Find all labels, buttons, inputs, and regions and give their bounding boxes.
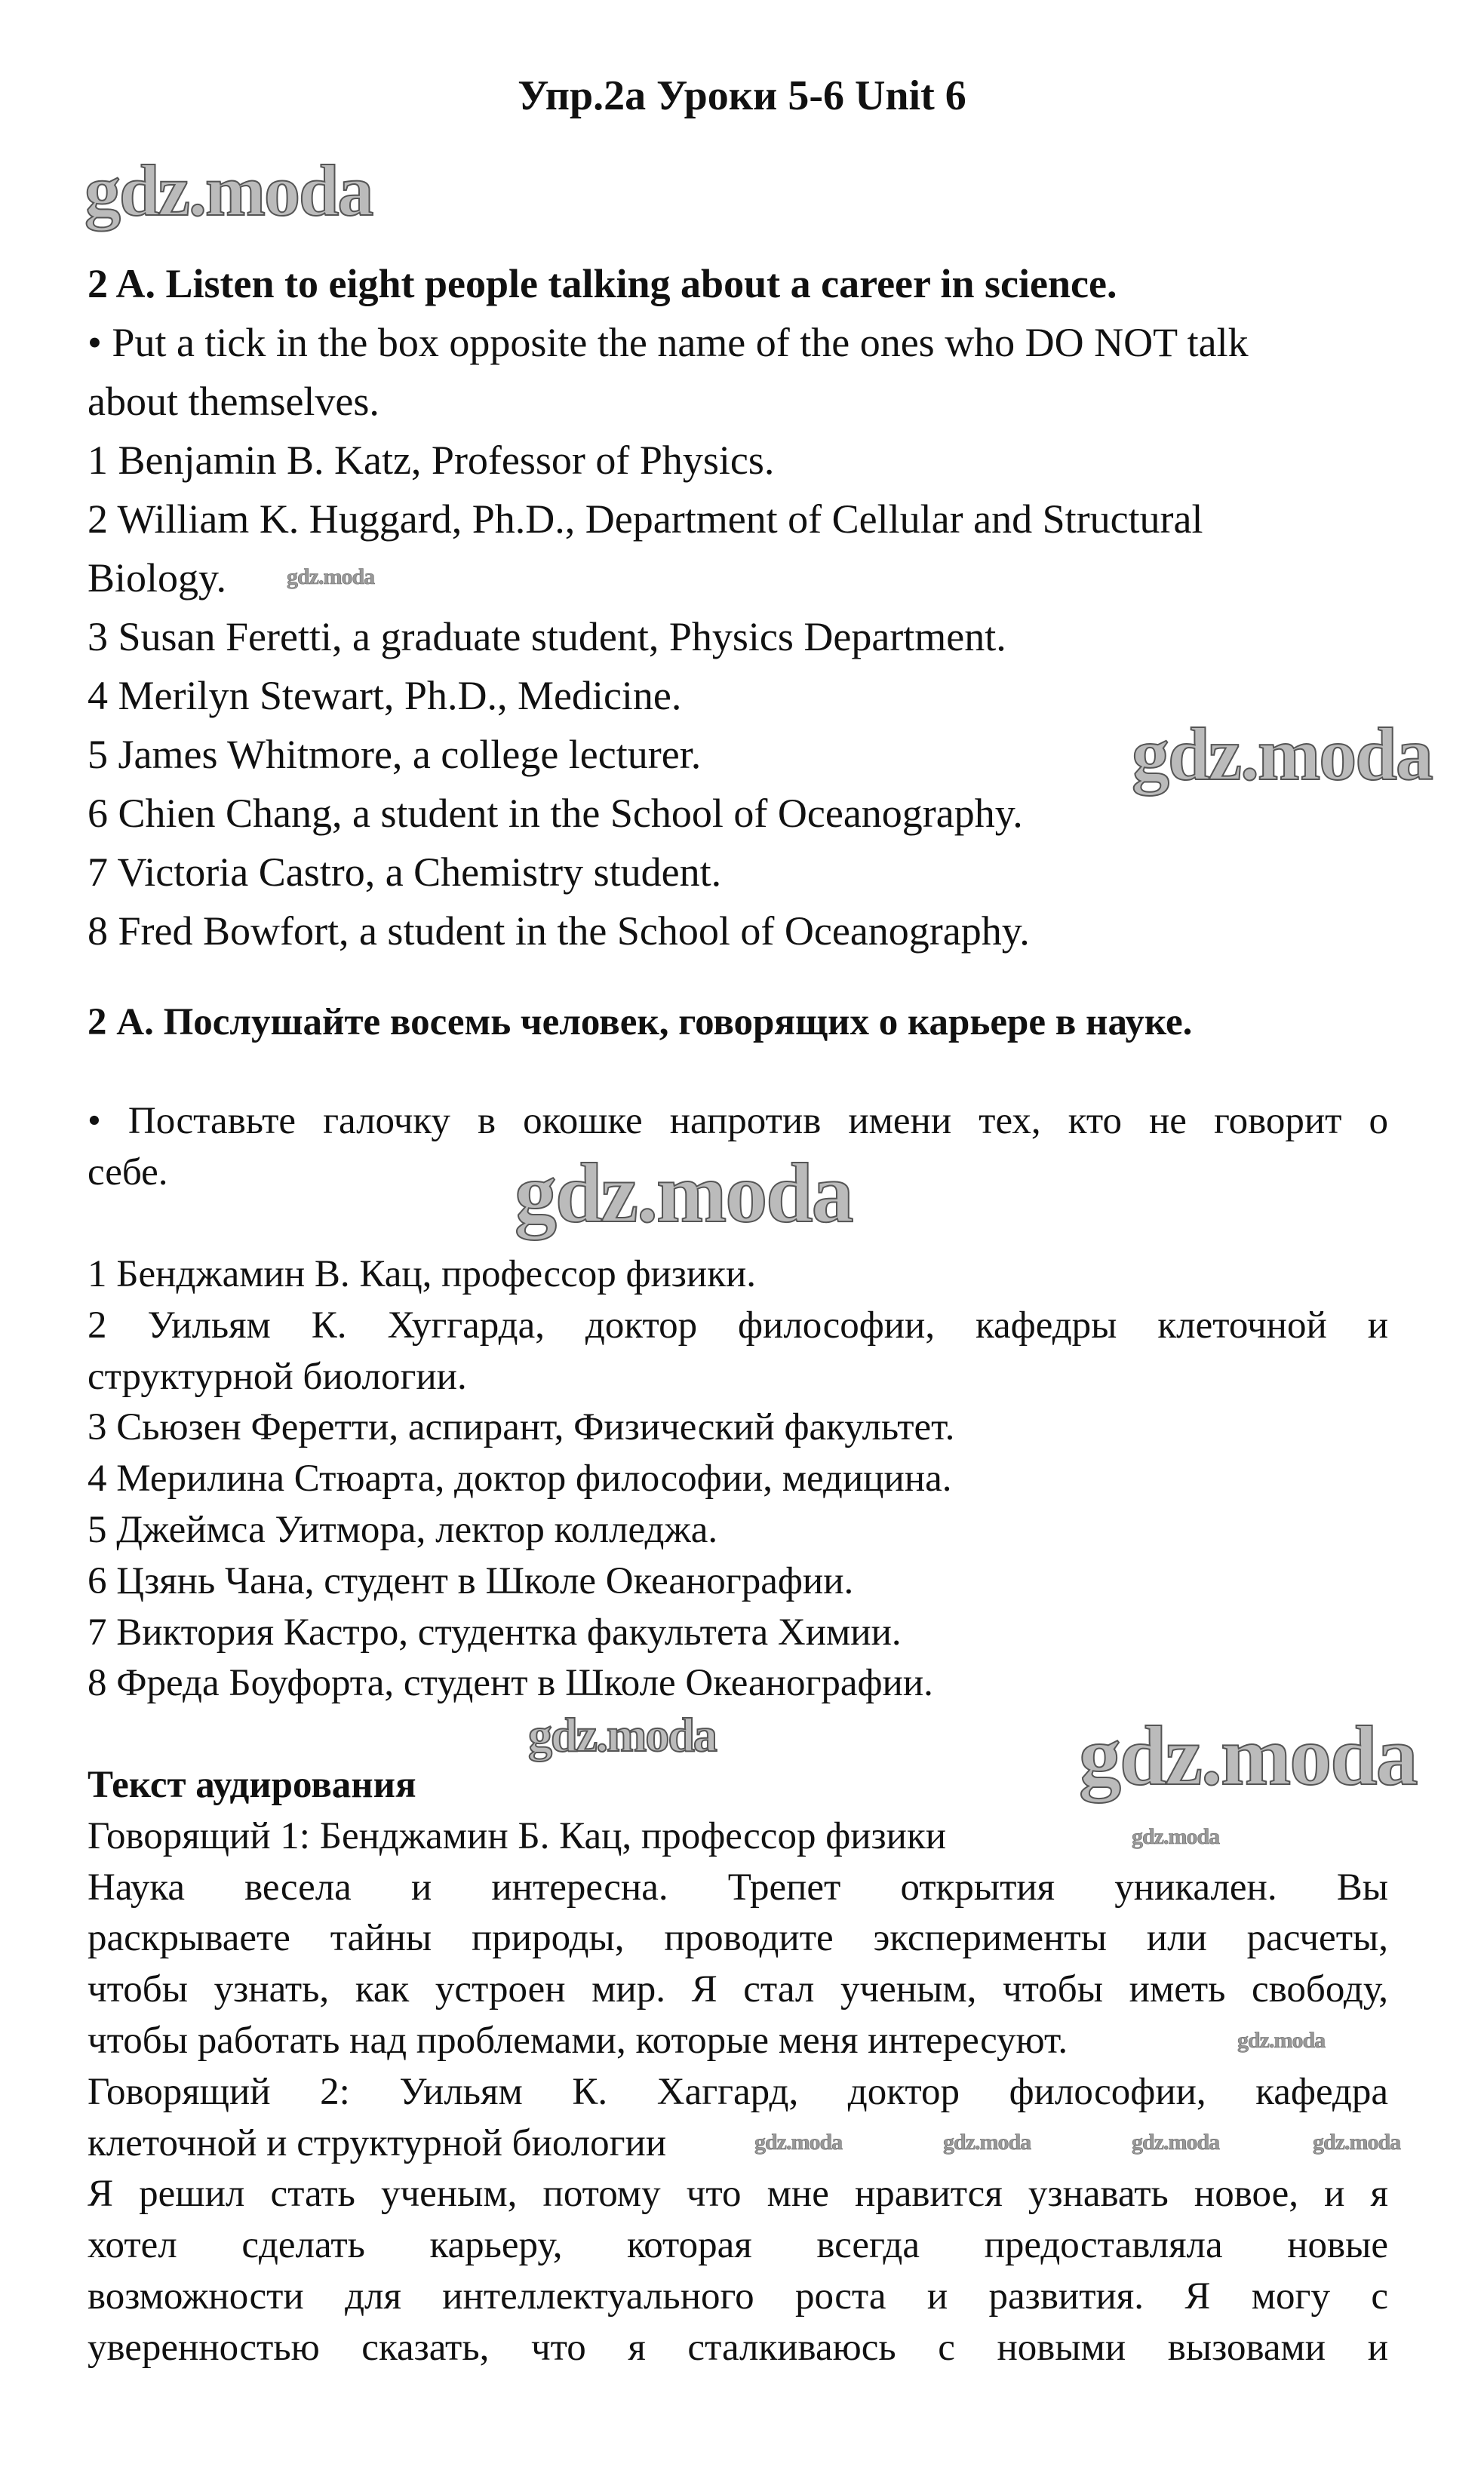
- page-title: Упр.2а Уроки 5-6 Unit 6: [518, 72, 966, 119]
- list-item: 5 Джеймса Уитмора, лектор колледжа.: [88, 1508, 718, 1551]
- list-item: 7 Victoria Castro, a Chemistry student.: [88, 849, 722, 895]
- watermark: gdz.moda: [1132, 1824, 1220, 1849]
- list-item: 1 Benjamin B. Katz, Professor of Physics.: [88, 438, 775, 483]
- watermark: gdz.moda: [943, 2130, 1031, 2155]
- watermark: gdz.moda: [84, 150, 373, 231]
- list-item: 3 Сьюзен Феретти, аспирант, Физический факультет.: [88, 1406, 955, 1449]
- watermark: gdz.moda: [1079, 1709, 1417, 1803]
- list-item: 2 William K. Huggard, Ph.D., Department of Cellular and Structural: [88, 496, 1203, 542]
- transcript-line: Я решил стать ученым, потому что мне нравится узнавать новое, и я: [88, 2173, 1388, 2216]
- list-item: 5 James Whitmore, a college lecturer.: [88, 732, 702, 777]
- russian-instruction: • Поставьте галочку в окошке напротив имени тех, кто не говорит о: [88, 1100, 1388, 1142]
- transcript-line: чтобы узнать, как устроен мир. Я стал ученым, чтобы иметь свободу,: [88, 1968, 1388, 2011]
- watermark: gdz.moda: [515, 1147, 853, 1240]
- list-item: 6 Цзянь Чана, студент в Школе Океанографии.: [88, 1559, 854, 1602]
- transcript-line: клеточной и структурной биологии: [88, 2121, 667, 2164]
- watermark: gdz.moda: [1132, 2130, 1220, 2155]
- russian-list: [88, 1249, 1388, 1709]
- transcript-line: хотел сделать карьеру, которая всегда предоставляла новые: [88, 2224, 1388, 2267]
- list-item: 6 Chien Chang, a student in the School of Oceanography.: [88, 791, 1023, 836]
- transcript-section: [88, 1760, 1388, 2374]
- russian-instruction: себе.: [88, 1150, 168, 1193]
- list-item: 3 Susan Feretti, a graduate student, Physics Department.: [88, 614, 1006, 659]
- transcript-line: Наука весела и интересна. Трепет открытия уникален. Вы: [88, 1866, 1388, 1909]
- list-item: 4 Мерилина Стюарта, доктор философии, медицина.: [88, 1458, 952, 1501]
- transcript-line: раскрываете тайны природы, проводите эксперименты или расчеты,: [88, 1917, 1388, 1960]
- watermark: gdz.moda: [528, 1708, 716, 1762]
- russian-heading: 2 А. Послушайте восемь человек, говорящих о карьере в науке.: [88, 1001, 1193, 1043]
- watermark: gdz.moda: [287, 564, 375, 589]
- list-item: 1 Бенджамин В. Кац, профессор физики.: [88, 1253, 757, 1295]
- list-item: 4 Merilyn Stewart, Ph.D., Medicine.: [88, 673, 682, 718]
- english-section: [88, 254, 1388, 960]
- watermark: gdz.moda: [1237, 2028, 1326, 2053]
- transcript-line: уверенностью сказать, что я сталкиваюсь с новыми вызовами и: [88, 2326, 1388, 2369]
- list-item: 8 Фреда Боуфорта, студент в Школе Океанографии.: [88, 1662, 933, 1705]
- english-instruction: about themselves.: [88, 379, 379, 424]
- transcript-line: Говорящий 2: Уильям К. Хаггард, доктор философии, кафедра: [88, 2070, 1388, 2113]
- transcript-heading: Текст аудирования: [88, 1764, 416, 1806]
- transcript-line: Говорящий 1: Бенджамин Б. Кац, профессор физики: [88, 1814, 947, 1857]
- list-item: Biology.: [88, 555, 227, 601]
- watermark: gdz.moda: [754, 2130, 843, 2155]
- list-item: 8 Fred Bowfort, a student in the School of Oceanography.: [88, 908, 1030, 954]
- list-item: 2 Уильям К. Хуггарда, доктор философии, кафедры клеточной и: [88, 1304, 1388, 1347]
- english-instruction: • Put a tick in the box opposite the name of the ones who DO NOT talk: [88, 320, 1249, 365]
- english-heading: 2 A. Listen to eight people talking about a career in science.: [88, 261, 1117, 306]
- watermark: gdz.moda: [1313, 2130, 1401, 2155]
- transcript-line: возможности для интеллектуального роста и развития. Я могу с: [88, 2275, 1388, 2318]
- list-item: структурной биологии.: [88, 1355, 467, 1398]
- list-item: 7 Виктория Кастро, студентка факультета Химии.: [88, 1611, 902, 1654]
- russian-heading-block: [88, 997, 1388, 1049]
- transcript-line: чтобы работать над проблемами, которые меня интересуют.: [88, 2019, 1068, 2062]
- watermark: gdz.moda: [1132, 712, 1432, 796]
